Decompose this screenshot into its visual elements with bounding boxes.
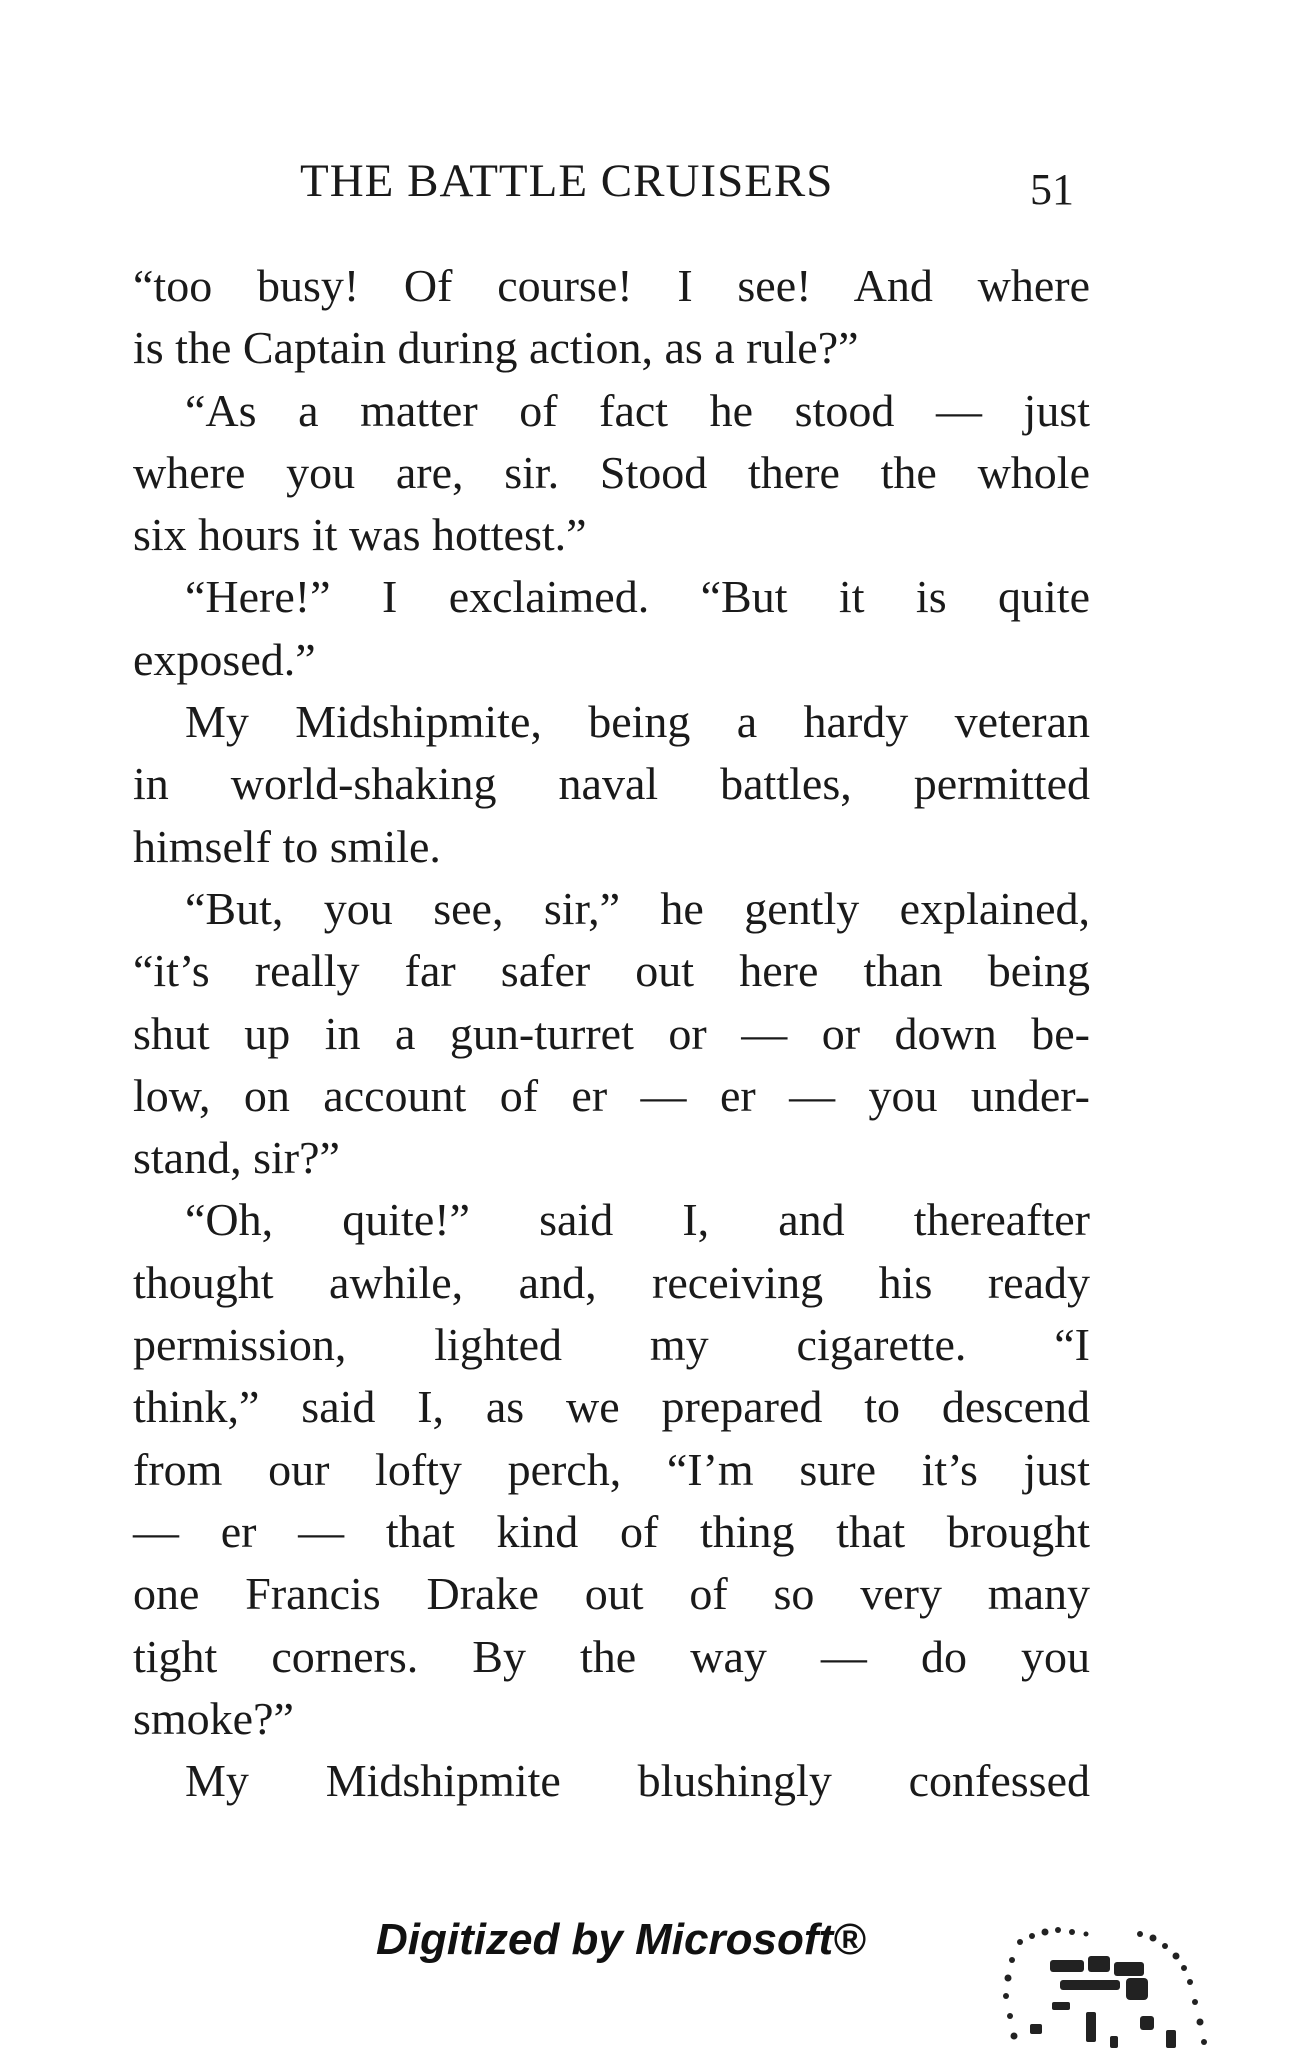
text-line: from our lofty perch, “I’m sure it’s just [133,1443,1090,1495]
text-line: My Midshipmite blushingly confessed [185,1755,1090,1807]
text-line: My Midshipmite, being a hardy veteran [185,696,1090,748]
text-line: shut up in a gun-turret or — or down be- [133,1007,1090,1059]
text-line: — er — that kind of thing that brought [133,1505,1090,1557]
text-line: is the Captain during action, as a rule?” [133,322,859,374]
text-line: “But, you see, sir,” he gently explained, [185,882,1090,934]
text-line: tight corners. By the way — do you [133,1630,1090,1682]
text-line: “it’s really far safer out here than being [133,945,1090,997]
text-line: low, on account of er — er — you under- [133,1069,1090,1121]
library-stamp-icon [990,1920,1260,2054]
text-line: think,” said I, as we prepared to descend [133,1381,1090,1433]
page-number: 51 [1030,165,1074,214]
text-line: “Here!” I exclaimed. “But it is quite [185,571,1090,623]
text-line: “too busy! Of course! I see! And where [133,260,1090,311]
text-line: in world-shaking naval battles, permitted [133,758,1090,810]
text-line: permission, lighted my cigarette. “I [133,1319,1090,1371]
text-line: exposed.” [133,633,316,685]
running-head: THE BATTLE CRUISERS [300,155,834,207]
text-line: where you are, sir. Stood there the whole [133,446,1090,498]
text-line: “As a matter of fact he stood — just [185,384,1090,436]
text-line: “Oh, quite!” said I, and thereafter [185,1194,1090,1246]
text-line: stand, sir?” [133,1132,340,1184]
digitized-watermark: Digitized by Microsoft® [376,1915,866,1964]
text-line: one Francis Drake out of so very many [133,1568,1090,1620]
text-line: smoke?” [133,1692,294,1744]
text-line: six hours it was hottest.” [133,509,587,561]
text-line: thought awhile, and, receiving his ready [133,1256,1090,1308]
body-text [133,255,1090,1812]
text-line: himself to smile. [133,820,441,872]
